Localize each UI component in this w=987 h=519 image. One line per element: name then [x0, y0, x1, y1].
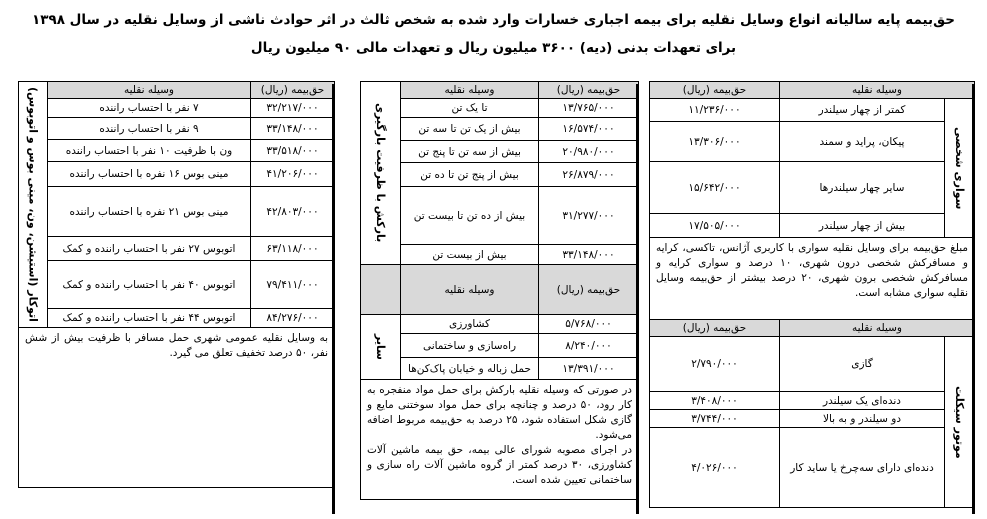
- hazardous-note: در صورتی که وسیله نقلیه بارکش برای حمل مواد منفجره به کار رود، ۵۰ درصد و چنانچه برای حمل مواد سوختنی مایع و گازی شکل استفاده شود، ۲۵ درصد به حق‌بیمه مربوط اضافه می‌شود.: [367, 384, 633, 441]
- table-row-premium: ۳۳/۵۱۸/۰۰۰: [251, 140, 335, 162]
- table-row-vehicle: اتوبوس ۴۰ نفر با احتساب راننده و کمک: [48, 261, 251, 309]
- table-row-premium: ۲۶/۸۷۹/۰۰۰: [539, 163, 639, 187]
- table-row-premium: ۸۴/۲۷۶/۰۰۰: [251, 309, 335, 328]
- table-row-premium: ۱۶/۵۷۴/۰۰۰: [539, 118, 639, 141]
- table-row-vehicle: بیش از چهار سیلندر: [780, 214, 945, 238]
- table-row-premium: ۱۳/۷۶۵/۰۰۰: [539, 99, 639, 118]
- table-row-vehicle: کشاورزی: [401, 315, 539, 334]
- table-row-premium: ۱۷/۵۰۵/۰۰۰: [650, 214, 780, 238]
- table-row-premium: ۳۲/۲۱۷/۰۰۰: [251, 99, 335, 118]
- passenger-note: مبلغ حق‌بیمه برای وسایل نقلیه سواری با کاربری آژانس، تاکسی، کرایه و مسافرکش شخصی درون شهری، ۱۰ درصد و سواری کرایه و مسافرکش شخصی برون شهری، ۲۰ درصد بیشتر از حق‌بیمه وسایل نقلیه سواری مشابه است.: [650, 238, 975, 320]
- table-row-premium: ۲۰/۹۸۰/۰۰۰: [539, 141, 639, 163]
- page-subtitle: برای تعهدات بدنی (دیه) ۳۶۰۰ میلیون ریال و تعهدات مالی ۹۰ میلیون ریال: [250, 40, 737, 56]
- table-row-premium: ۳/۷۴۴/۰۰۰: [650, 410, 780, 428]
- table-row-premium: ۸/۲۴۰/۰۰۰: [539, 334, 639, 358]
- column-header-premium: حق‌بیمه (ریال): [539, 82, 639, 99]
- bus-table: [18, 81, 335, 488]
- table-row-vehicle: تا یک تن: [401, 99, 539, 118]
- column-header-vehicle: وسیله نقلیه: [401, 265, 539, 315]
- table-row-vehicle: ون با ظرفیت ۱۰ نفر با احتساب راننده: [48, 140, 251, 162]
- agricultural-note: در اجرای مصوبه شورای عالی بیمه، حق بیمه ماشین آلات کشاورزی، ۳۰ درصد کمتر از گروه ماشین آلات راه سازی و ساختمانی تعیین شده است.: [367, 444, 632, 486]
- category-motorcycle: موتور سیکلت: [945, 337, 975, 508]
- table-row-premium: ۱۳/۳۹۱/۰۰۰: [539, 358, 639, 380]
- table-row-vehicle: راه‌سازی و ساختمانی: [401, 334, 539, 358]
- column-header-premium: حق‌بیمه (ریال): [650, 82, 780, 99]
- table-row-premium: ۲/۷۹۰/۰۰۰: [650, 337, 780, 392]
- table-row-premium: ۳۱/۲۷۷/۰۰۰: [539, 187, 639, 245]
- table-row-vehicle: گازی: [780, 337, 945, 392]
- column-header-vehicle: وسیله نقلیه: [780, 82, 975, 99]
- page-title: حق‌بیمه پایه سالیانه انواع وسایل نقلیه برای بیمه اجباری خسارات وارد شده به شخص ثالث در اثر حوادث ناشی از وسایل نقلیه در سال ۱۳۹۸: [32, 12, 955, 28]
- table-row-premium: ۳/۴۰۸/۰۰۰: [650, 392, 780, 410]
- table-row-premium: ۱۱/۲۳۶/۰۰۰: [650, 99, 780, 122]
- table-row-vehicle: حمل زباله و خیابان پاک‌کن‌ها: [401, 358, 539, 380]
- truck-other-notes: [361, 380, 639, 500]
- table-row-premium: ۱۵/۶۴۲/۰۰۰: [650, 162, 780, 214]
- shadow-right: [972, 84, 975, 514]
- column-header-vehicle: وسیله نقلیه: [780, 320, 975, 337]
- truck-other-table: [360, 81, 639, 500]
- category-truck: بارکش با ظرفیت بارگیری: [361, 82, 401, 265]
- bus-note: به وسایل نقلیه عمومی شهری حمل مسافر با ظرفیت بیش از شش نفر، ۵۰ درصد تخفیف تعلق می گیرد.: [19, 328, 335, 488]
- table-row-vehicle: بیش از یک تن تا سه تن: [401, 118, 539, 141]
- column-header-premium: حق‌بیمه (ریال): [539, 265, 639, 315]
- passenger-motorcycle-table: [649, 81, 975, 508]
- column-header-vehicle: وسیله نقلیه: [48, 82, 251, 99]
- table-row-vehicle: کمتر از چهار سیلندر: [780, 99, 945, 122]
- table-row-premium: ۴۱/۲۰۶/۰۰۰: [251, 162, 335, 187]
- table-row-vehicle: اتوبوس ۲۷ نفر با احتساب راننده و کمک: [48, 237, 251, 261]
- table-row-vehicle: بیش از بیست تن: [401, 245, 539, 265]
- table-row-vehicle: پیکان، پراید و سمند: [780, 122, 945, 162]
- table-row-vehicle: دو سیلندر و به بالا: [780, 410, 945, 428]
- table-row-vehicle: دنده‌ای یک سیلندر: [780, 392, 945, 410]
- shadow-left: [332, 84, 335, 514]
- column-header-premium: حق‌بیمه (ریال): [251, 82, 335, 99]
- table-row-vehicle: بیش از ده تن تا بیست تن: [401, 187, 539, 245]
- table-row-premium: ۳۳/۱۴۸/۰۰۰: [251, 118, 335, 140]
- table-row-vehicle: مینی بوس ۲۱ نفره با احتساب راننده: [48, 187, 251, 237]
- table-row-vehicle: مینی بوس ۱۶ نفره با احتساب راننده: [48, 162, 251, 187]
- table-row-vehicle: بیش از پنج تن تا ده تن: [401, 163, 539, 187]
- table-row-vehicle: اتوبوس ۴۴ نفر با احتساب راننده و کمک: [48, 309, 251, 328]
- table-row-premium: ۶۳/۱۱۸/۰۰۰: [251, 237, 335, 261]
- table-row-vehicle: ۷ نفر با احتساب راننده: [48, 99, 251, 118]
- column-header-vehicle: وسیله نقلیه: [401, 82, 539, 99]
- table-row-premium: ۷۹/۴۱۱/۰۰۰: [251, 261, 335, 309]
- category-bus: اتوکار (استیشن، ون، مینی بوس و اتوبوس): [19, 82, 48, 328]
- shadow-middle: [636, 84, 639, 514]
- table-row-vehicle: دنده‌ای دارای سه‌چرخ یا ساید کار: [780, 428, 945, 508]
- table-row-premium: ۵/۷۶۸/۰۰۰: [539, 315, 639, 334]
- table-row-vehicle: بیش از سه تن تا پنج تن: [401, 141, 539, 163]
- table-row-premium: ۴/۰۲۶/۰۰۰: [650, 428, 780, 508]
- category-other: سایر: [361, 315, 401, 380]
- table-row-premium: ۳۳/۱۴۸/۰۰۰: [539, 245, 639, 265]
- table-row-vehicle: سایر چهار سیلندرها: [780, 162, 945, 214]
- category-passenger: سواری شخصی: [945, 99, 975, 238]
- table-row-vehicle: ۹ نفر با احتساب راننده: [48, 118, 251, 140]
- table-row-premium: ۴۲/۸۰۳/۰۰۰: [251, 187, 335, 237]
- column-header-premium: حق‌بیمه (ریال): [650, 320, 780, 337]
- table-row-premium: ۱۳/۳۰۶/۰۰۰: [650, 122, 780, 162]
